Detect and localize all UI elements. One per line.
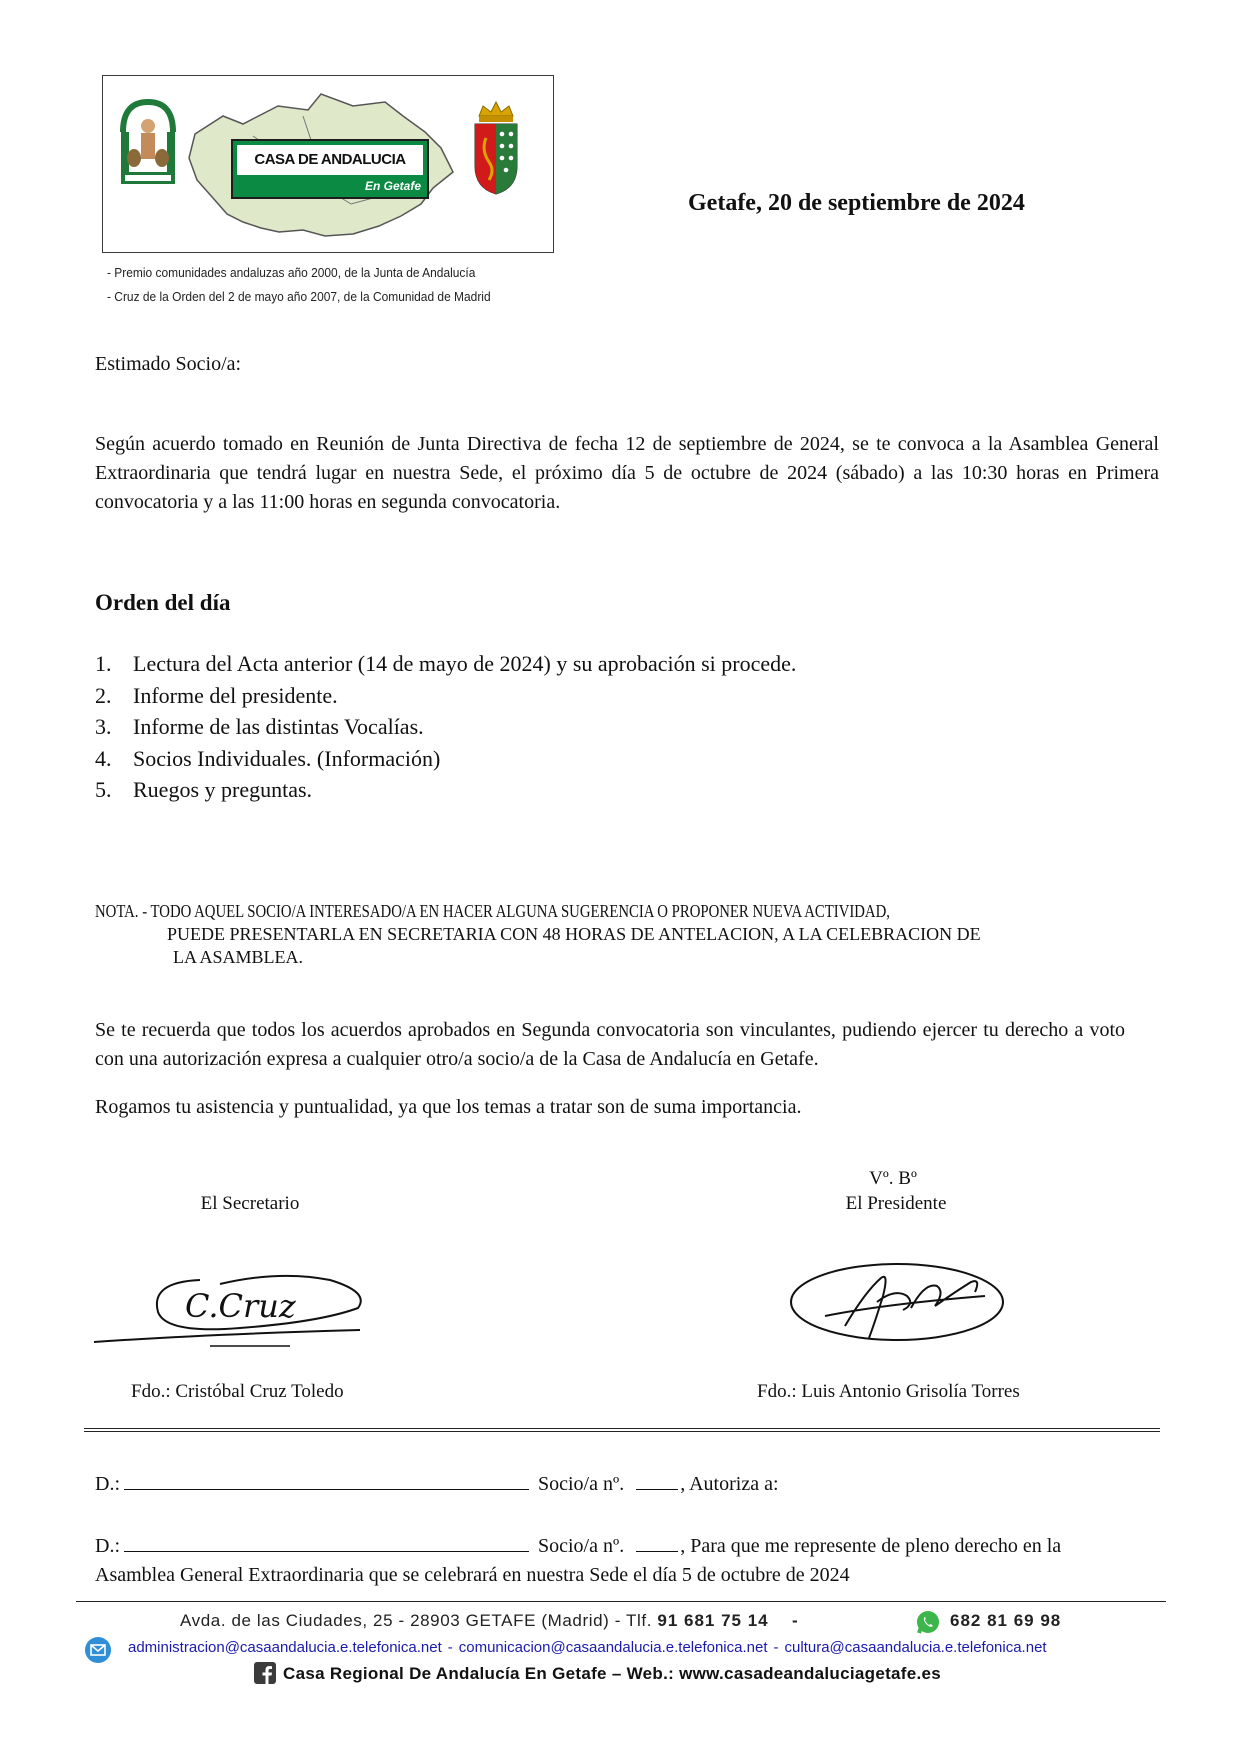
reminder-paragraph: Se te recuerda que todos los acuerdos aprobados en Segunda convocatoria son vinculantes, pudiendo ejercer tu derecho a voto con una autorización expresa a cualquier otro/a socio/a de la Casa de Andalucía en Getafe.: [95, 1019, 1125, 1070]
footer-website[interactable]: Casa Regional De Andalucía En Getafe – Web.: www.casadeandaluciagetafe.es: [283, 1664, 942, 1683]
authorization-line-2: [95, 1533, 1061, 1558]
logo-title: CASA DE ANDALUCIA: [237, 145, 423, 175]
agenda-item: [95, 774, 1095, 806]
whatsapp-number: 682 81 69 98: [950, 1611, 1062, 1630]
vobo-label: Vº. Bº: [869, 1168, 917, 1189]
president-label: El Presidente: [845, 1193, 947, 1214]
president-name: Fdo.: Luis Antonio Grisolía Torres: [757, 1381, 1020, 1402]
representative-name-blank[interactable]: [124, 1533, 529, 1552]
d-label: D.:: [95, 1473, 120, 1495]
email-link[interactable]: comunicacion@casaandalucia.e.telefonica.net: [458, 1639, 768, 1656]
note-line: PUEDE PRESENTARLA EN SECRETARIA CON 48 HORAS DE ANTELACION, A LA CELEBRACION DE: [167, 924, 981, 944]
award-line-2: - Cruz de la Orden del 2 de mayo año 2007, de la Comunidad de Madrid: [107, 289, 491, 304]
agenda-number: 3.: [95, 714, 112, 739]
award-line-1: - Premio comunidades andaluzas año 2000, de la Junta de Andalucía: [107, 265, 476, 280]
authorization-line-2-continued: Asamblea General Extraordinaria que se celebrará en nuestra Sede el día 5 de octubre de 2024: [95, 1564, 850, 1586]
agenda-item: [95, 680, 1095, 712]
andalucia-coat-of-arms-icon: [119, 102, 177, 188]
agenda-text: Lectura del Acta anterior (14 de mayo de 2024) y su aprobación si procede.: [133, 651, 797, 676]
email-link[interactable]: administracion@casaandalucia.e.telefonica.net: [128, 1639, 442, 1656]
agenda-text: Socios Individuales. (Información): [133, 745, 441, 771]
agenda-item: [95, 648, 1095, 680]
name-blank-field[interactable]: [124, 1471, 529, 1490]
phone-number: 91 681 75 14: [657, 1611, 769, 1630]
whatsapp-icon: [915, 1609, 941, 1635]
secretary-signature-text: C.Cruz: [185, 1287, 296, 1325]
agenda-title: Orden del día: [95, 590, 231, 615]
convocation-paragraph: Según acuerdo tomado en Reunión de Junta Directiva de fecha 12 de septiembre de 2024, se te convoca a la Asamblea General Extraordinaria que tendrá lugar en nuestra Sede, el próximo día 5 de octubre de 2024 (sábado) a las 10:30 horas en Primera convocatoria y a las 11:00 horas en segunda convocatoria.: [95, 433, 1159, 513]
footer-dash: -: [791, 1611, 799, 1630]
socio-label: Socio/a nº.: [538, 1473, 625, 1495]
letterhead-logo: [102, 75, 554, 253]
secretary-label: El Secretario: [200, 1193, 300, 1214]
represent-text: , Para que me represente de pleno derecho en la: [680, 1535, 1062, 1557]
agenda-number: 2.: [95, 682, 112, 708]
agenda-number: 4.: [95, 745, 112, 771]
email-link[interactable]: cultura@casaandalucia.e.telefonica.net: [784, 1639, 1047, 1656]
representative-number-blank[interactable]: [636, 1533, 678, 1552]
closing-paragraph: Rogamos tu asistencia y puntualidad, ya que los temas a tratar son de suma importancia.: [95, 1096, 802, 1118]
secretary-name: Fdo.: Cristóbal Cruz Toledo: [131, 1381, 344, 1402]
note-line: LA ASAMBLEA.: [173, 947, 304, 967]
footer-address: [180, 1611, 799, 1631]
note-line: NOTA. - TODO AQUEL SOCIO/A INTERESADO/A EN HACER ALGUNA SUGERENCIA O PROPONER NUEVA ACTIVIDAD,: [95, 901, 890, 921]
mail-icon: [84, 1636, 112, 1664]
member-number-blank[interactable]: [636, 1471, 678, 1490]
president-signature: [785, 1252, 1025, 1352]
secretary-signature: [90, 1262, 370, 1352]
note-block: [95, 900, 1155, 969]
logo-subtitle: En Getafe: [364, 179, 421, 193]
divider-double: [84, 1428, 1160, 1432]
agenda-text: Informe de las distintas Vocalías.: [133, 714, 424, 739]
footer-emails: administracion@casaandalucia.e.telefonica.net - comunicacion@casaandalucia.e.telefonica.net - cultura@casaandalucia.e.telefonica.net: [128, 1639, 1047, 1656]
agenda-text: Ruegos y preguntas.: [133, 777, 313, 802]
letter-date: Getafe, 20 de septiembre de 2024: [688, 190, 1025, 216]
d-label: D.:: [95, 1535, 120, 1557]
footer-divider: [76, 1601, 1166, 1602]
facebook-icon: [254, 1662, 276, 1684]
agenda-number: 5.: [95, 777, 112, 802]
agenda-text: Informe del presidente.: [133, 682, 338, 708]
logo-title-plate: [231, 139, 429, 199]
authorization-line-1: [95, 1471, 779, 1496]
agenda-item: [95, 743, 1095, 775]
agenda-item: [95, 711, 1095, 743]
address-text: Avda. de las Ciudades, 25 - 28903 GETAFE (Madrid) - Tlf.: [180, 1611, 653, 1630]
madrid-coat-of-arms-icon: [475, 102, 517, 194]
agenda-list: [95, 648, 1095, 806]
agenda-number: 1.: [95, 651, 112, 676]
greeting: Estimado Socio/a:: [95, 353, 242, 375]
authorizes-text: , Autoriza a:: [680, 1473, 779, 1495]
socio-label: Socio/a nº.: [538, 1535, 625, 1557]
